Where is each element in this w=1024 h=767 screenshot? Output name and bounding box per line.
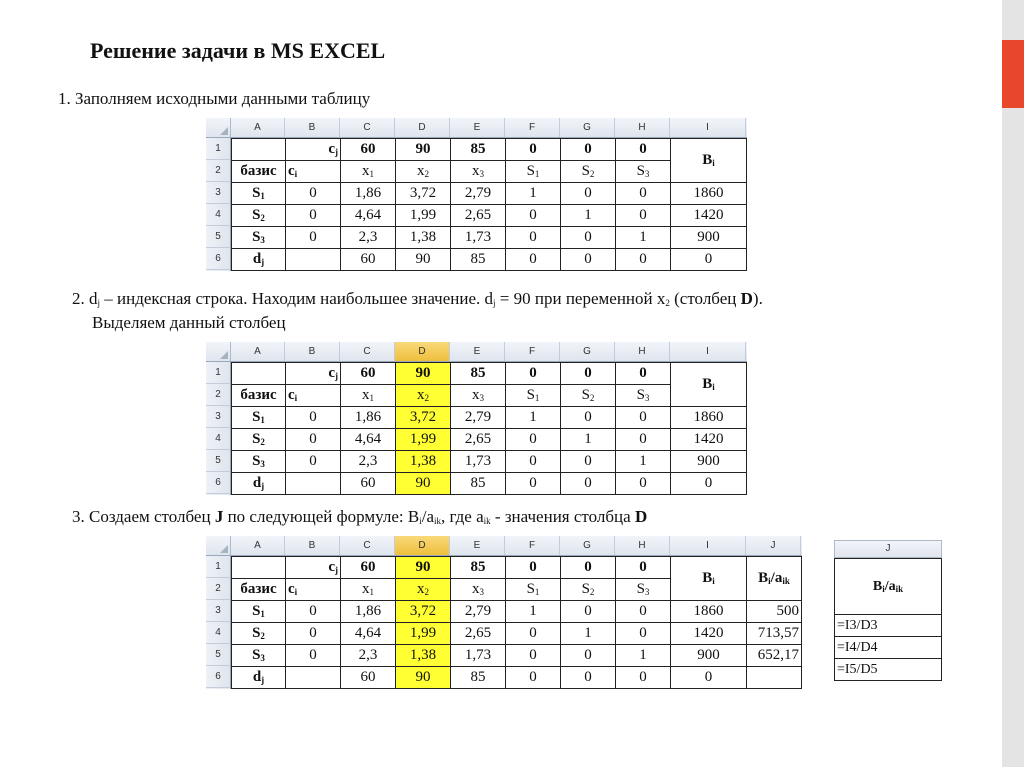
cj-value-cell[interactable]: 0 [561, 139, 616, 161]
value-cell[interactable]: 0 [616, 429, 671, 451]
column-header[interactable]: D [395, 536, 450, 555]
value-cell[interactable]: 2,65 [451, 623, 506, 645]
column-header[interactable]: C [340, 118, 395, 137]
value-cell[interactable]: 0 [506, 429, 561, 451]
cell[interactable] [286, 249, 341, 271]
page-title: Решение задачи в MS EXCEL [90, 38, 386, 63]
dj-value-cell[interactable]: 85 [451, 249, 506, 271]
column-header[interactable]: I [670, 118, 746, 137]
step-2-line2: Выделяем данный столбец [92, 313, 286, 332]
column-header[interactable]: H [615, 536, 670, 555]
variable-header-cell[interactable]: $S_1$ [506, 385, 561, 407]
dj-value-cell[interactable]: 0 [616, 249, 671, 271]
ci-cell[interactable]: 0 [286, 429, 341, 451]
cell[interactable] [286, 667, 341, 689]
value-cell[interactable]: 1 [506, 601, 561, 623]
variable-header-cell[interactable]: $x_1$ [341, 161, 396, 183]
variable-header-cell[interactable]: $S_1$ [506, 161, 561, 183]
value-cell[interactable]: 1 [616, 645, 671, 667]
column-header[interactable]: C [340, 342, 395, 361]
dj-value-cell[interactable]: 0 [616, 667, 671, 689]
column-header[interactable]: H [615, 342, 670, 361]
dj-label-cell[interactable]: $d_j$ [232, 249, 286, 271]
row-header[interactable]: 1 [206, 138, 230, 160]
cell[interactable] [232, 139, 286, 161]
column-header[interactable]: B [285, 536, 340, 555]
bi-header-cell[interactable]: $B_i$ [671, 557, 747, 601]
row-header[interactable]: 6 [206, 472, 230, 494]
cj-value-cell[interactable]: 0 [506, 139, 561, 161]
dj-value-cell[interactable]: 90 [396, 667, 451, 689]
variable-header-cell[interactable]: $S_2$ [561, 579, 616, 601]
value-cell[interactable]: 2,79 [451, 601, 506, 623]
dj-value-cell[interactable]: 60 [341, 473, 396, 495]
cj-value-cell[interactable]: 0 [506, 557, 561, 579]
value-cell[interactable]: 900 [671, 227, 747, 249]
column-header[interactable]: E [450, 342, 505, 361]
row-header[interactable]: 4 [206, 428, 230, 450]
cj-value-cell[interactable]: 90 [396, 557, 451, 579]
cell[interactable] [286, 473, 341, 495]
value-cell[interactable]: 1 [616, 227, 671, 249]
value-cell[interactable]: 0 [616, 205, 671, 227]
variable-header-cell[interactable]: $x_2$ [396, 385, 451, 407]
cj-value-cell[interactable]: 60 [341, 363, 396, 385]
value-cell[interactable]: 1,99 [396, 205, 451, 227]
ci-cell[interactable]: 0 [286, 205, 341, 227]
cell[interactable] [232, 363, 286, 385]
variable-header-cell[interactable]: $x_1$ [341, 385, 396, 407]
column-header[interactable]: E [450, 536, 505, 555]
value-cell[interactable]: 1420 [671, 205, 747, 227]
value-cell[interactable]: 1,73 [451, 227, 506, 249]
value-cell[interactable]: 1860 [671, 407, 747, 429]
value-cell[interactable]: 1 [561, 205, 616, 227]
row-header[interactable]: 5 [206, 644, 230, 666]
value-cell[interactable]: 2,65 [451, 205, 506, 227]
step-2-text: 2. $d_j$ – индексная строка. Находим наибольшее значение. $d_j = 90$ при переменной $x_2$ (столбец D). [72, 289, 763, 308]
ci-cell[interactable]: 0 [286, 645, 341, 667]
value-cell[interactable]: 1860 [671, 183, 747, 205]
value-cell[interactable]: 1,99 [396, 623, 451, 645]
value-cell[interactable]: 0 [506, 451, 561, 473]
value-cell[interactable]: 1860 [671, 601, 747, 623]
value-cell[interactable]: 1 [506, 407, 561, 429]
basis-cell[interactable]: $S_2$ [232, 623, 286, 645]
accent-red-block [1002, 40, 1024, 108]
cj-label-cell[interactable]: $c_j$ [286, 557, 341, 579]
value-cell[interactable]: 1 [506, 183, 561, 205]
bi-header-cell[interactable]: $B_i$ [671, 363, 747, 407]
formula-header-cell[interactable]: $B_i/a_{ik}$ [835, 559, 942, 615]
j-header-cell[interactable]: $B_i/a_{ik}$ [747, 557, 802, 601]
dj-label-cell[interactable]: $d_j$ [232, 473, 286, 495]
ci-header-cell[interactable]: $c_i$ [286, 579, 341, 601]
formula-column-header[interactable]: J [834, 540, 942, 558]
cj-value-cell[interactable]: 85 [451, 363, 506, 385]
select-all-corner[interactable] [206, 118, 231, 137]
dj-value-cell[interactable]: 0 [561, 473, 616, 495]
dj-value-cell[interactable]: 90 [396, 473, 451, 495]
column-header[interactable]: H [615, 118, 670, 137]
column-header[interactable]: F [505, 536, 560, 555]
value-cell[interactable]: 1420 [671, 429, 747, 451]
basis-cell[interactable]: $S_2$ [232, 205, 286, 227]
variable-header-cell[interactable]: $x_3$ [451, 579, 506, 601]
value-cell[interactable]: 1,86 [341, 601, 396, 623]
column-header[interactable]: A [231, 342, 285, 361]
value-cell[interactable]: 0 [561, 407, 616, 429]
variable-header-cell[interactable]: $S_3$ [616, 579, 671, 601]
ci-cell[interactable]: 0 [286, 227, 341, 249]
value-cell[interactable]: 4,64 [341, 623, 396, 645]
row-header[interactable]: 4 [206, 204, 230, 226]
variable-header-cell[interactable]: $x_2$ [396, 161, 451, 183]
cell[interactable] [232, 557, 286, 579]
dj-value-cell[interactable]: 0 [671, 667, 747, 689]
row-headers [206, 138, 231, 271]
value-cell[interactable]: 4,64 [341, 205, 396, 227]
variable-header-cell[interactable]: $x_1$ [341, 579, 396, 601]
value-cell[interactable]: 3,72 [396, 183, 451, 205]
value-cell[interactable]: 4,64 [341, 429, 396, 451]
ci-cell[interactable]: 0 [286, 623, 341, 645]
basis-cell[interactable]: $S_1$ [232, 183, 286, 205]
value-cell[interactable]: 2,3 [341, 227, 396, 249]
row-header[interactable]: 5 [206, 450, 230, 472]
cj-value-cell[interactable]: 90 [396, 139, 451, 161]
cell[interactable] [747, 667, 802, 689]
dj-value-cell[interactable]: 0 [506, 473, 561, 495]
value-cell[interactable]: 0 [561, 183, 616, 205]
value-cell[interactable]: 2,3 [341, 451, 396, 473]
basis-header-cell[interactable]: базис [232, 385, 286, 407]
value-cell[interactable]: 2,79 [451, 183, 506, 205]
formula-cell[interactable]: =I3/D3 [835, 615, 942, 637]
row-header[interactable]: 5 [206, 226, 230, 248]
row-header[interactable]: 2 [206, 578, 230, 600]
row-headers [206, 362, 231, 495]
cj-value-cell[interactable]: 0 [616, 139, 671, 161]
row-header[interactable]: 2 [206, 384, 230, 406]
column-header[interactable]: I [670, 342, 746, 361]
value-cell[interactable]: 0 [561, 227, 616, 249]
value-cell[interactable]: 0 [506, 623, 561, 645]
value-cell[interactable]: 0 [506, 227, 561, 249]
step-1-text: 1. Заполняем исходными данными таблицу [58, 89, 371, 108]
select-all-corner[interactable] [206, 536, 231, 555]
dj-value-cell[interactable]: 0 [561, 249, 616, 271]
cj-value-cell[interactable]: 0 [506, 363, 561, 385]
dj-value-cell[interactable]: 0 [506, 249, 561, 271]
ratio-cell[interactable]: 500 [747, 601, 802, 623]
formula-view [834, 540, 942, 681]
row-header[interactable]: 3 [206, 600, 230, 622]
value-cell[interactable]: 1,86 [341, 407, 396, 429]
ci-cell[interactable]: 0 [286, 407, 341, 429]
column-header[interactable]: G [560, 342, 615, 361]
value-cell[interactable]: 3,72 [396, 407, 451, 429]
column-header[interactable]: I [670, 536, 746, 555]
select-all-corner[interactable] [206, 342, 231, 361]
value-cell[interactable]: 0 [561, 451, 616, 473]
value-cell[interactable]: 0 [616, 601, 671, 623]
dj-value-cell[interactable]: 85 [451, 667, 506, 689]
ci-header-cell[interactable]: $c_i$ [286, 385, 341, 407]
variable-header-cell[interactable]: $x_3$ [451, 161, 506, 183]
column-header[interactable]: B [285, 342, 340, 361]
value-cell[interactable]: 900 [671, 451, 747, 473]
basis-cell[interactable]: $S_3$ [232, 227, 286, 249]
basis-cell[interactable]: $S_1$ [232, 601, 286, 623]
value-cell[interactable]: 1 [561, 623, 616, 645]
row-header[interactable]: 2 [206, 160, 230, 182]
variable-header-cell[interactable]: $x_3$ [451, 385, 506, 407]
row-header[interactable]: 6 [206, 248, 230, 270]
ci-header-cell[interactable]: $c_i$ [286, 161, 341, 183]
ci-cell[interactable]: 0 [286, 451, 341, 473]
column-header[interactable]: D [395, 342, 450, 361]
cj-value-cell[interactable]: 85 [451, 557, 506, 579]
column-headers [206, 536, 802, 556]
row-header[interactable]: 1 [206, 362, 230, 384]
dj-value-cell[interactable]: 0 [671, 249, 747, 271]
ratio-cell[interactable]: 713,57 [747, 623, 802, 645]
row-header[interactable]: 1 [206, 556, 230, 578]
cj-value-cell[interactable]: 0 [561, 557, 616, 579]
dj-value-cell[interactable]: 0 [671, 473, 747, 495]
value-cell[interactable]: 0 [616, 623, 671, 645]
cj-label-cell[interactable]: $c_j$ [286, 363, 341, 385]
variable-header-cell[interactable]: $S_2$ [561, 161, 616, 183]
column-header[interactable]: A [231, 536, 285, 555]
value-cell[interactable]: 1,38 [396, 645, 451, 667]
cj-value-cell[interactable]: 60 [341, 557, 396, 579]
column-header[interactable]: D [395, 118, 450, 137]
column-header[interactable]: F [505, 342, 560, 361]
dj-value-cell[interactable]: 90 [396, 249, 451, 271]
dj-value-cell[interactable]: 0 [616, 473, 671, 495]
data-table [231, 362, 747, 495]
ci-cell[interactable]: 0 [286, 601, 341, 623]
column-header[interactable]: A [231, 118, 285, 137]
value-cell[interactable]: 0 [506, 645, 561, 667]
basis-cell[interactable]: $S_3$ [232, 451, 286, 473]
column-header[interactable]: C [340, 536, 395, 555]
basis-header-cell[interactable]: базис [232, 579, 286, 601]
dj-label-cell[interactable]: $d_j$ [232, 667, 286, 689]
cj-value-cell[interactable]: 85 [451, 139, 506, 161]
variable-header-cell[interactable]: $S_2$ [561, 385, 616, 407]
column-header[interactable]: G [560, 536, 615, 555]
cj-value-cell[interactable]: 90 [396, 363, 451, 385]
row-headers [206, 556, 231, 689]
cj-value-cell[interactable]: 60 [341, 139, 396, 161]
cj-label-cell[interactable]: $c_j$ [286, 139, 341, 161]
dj-value-cell[interactable]: 85 [451, 473, 506, 495]
spreadsheet-3 [206, 536, 802, 689]
basis-cell[interactable]: $S_3$ [232, 645, 286, 667]
value-cell[interactable]: 0 [561, 601, 616, 623]
value-cell[interactable]: 1,38 [396, 227, 451, 249]
row-header[interactable]: 3 [206, 406, 230, 428]
value-cell[interactable]: 1,99 [396, 429, 451, 451]
column-headers [206, 342, 747, 362]
data-table [231, 138, 747, 271]
ci-cell[interactable]: 0 [286, 183, 341, 205]
ratio-cell[interactable]: 652,17 [747, 645, 802, 667]
value-cell[interactable]: 1 [616, 451, 671, 473]
basis-cell[interactable]: $S_1$ [232, 407, 286, 429]
variable-header-cell[interactable]: $x_2$ [396, 579, 451, 601]
value-cell[interactable]: 1,38 [396, 451, 451, 473]
dj-value-cell[interactable]: 0 [561, 667, 616, 689]
cj-value-cell[interactable]: 0 [616, 363, 671, 385]
value-cell[interactable]: 2,79 [451, 407, 506, 429]
variable-header-cell[interactable]: $S_3$ [616, 385, 671, 407]
value-cell[interactable]: 2,3 [341, 645, 396, 667]
value-cell[interactable]: 0 [616, 183, 671, 205]
basis-cell[interactable]: $S_2$ [232, 429, 286, 451]
cj-value-cell[interactable]: 0 [616, 557, 671, 579]
cj-value-cell[interactable]: 0 [561, 363, 616, 385]
value-cell[interactable]: 900 [671, 645, 747, 667]
spreadsheet-2 [206, 342, 747, 495]
dj-value-cell[interactable]: 60 [341, 249, 396, 271]
step-3-text: 3. Создаем столбец J по следующей формуле: $B_i/a_{ik}$, где $a_{ik}$ - значения столбца D [72, 507, 648, 526]
row-header[interactable]: 4 [206, 622, 230, 644]
value-cell[interactable]: 1420 [671, 623, 747, 645]
formula-cell[interactable]: =I4/D4 [835, 637, 942, 659]
value-cell[interactable]: 3,72 [396, 601, 451, 623]
column-header[interactable]: J [746, 536, 801, 555]
column-header[interactable]: F [505, 118, 560, 137]
row-header[interactable]: 3 [206, 182, 230, 204]
variable-header-cell[interactable]: $S_1$ [506, 579, 561, 601]
column-header[interactable]: G [560, 118, 615, 137]
accent-bar [1002, 0, 1024, 767]
value-cell[interactable]: 1 [561, 429, 616, 451]
data-table [231, 556, 802, 689]
bi-header-cell[interactable]: $B_i$ [671, 139, 747, 183]
dj-value-cell[interactable]: 60 [341, 667, 396, 689]
value-cell[interactable]: 0 [616, 407, 671, 429]
value-cell[interactable]: 1,73 [451, 451, 506, 473]
value-cell[interactable]: 0 [561, 645, 616, 667]
column-header[interactable]: E [450, 118, 505, 137]
value-cell[interactable]: 2,65 [451, 429, 506, 451]
value-cell[interactable]: 1,86 [341, 183, 396, 205]
value-cell[interactable]: 0 [506, 205, 561, 227]
formula-table [834, 558, 942, 681]
basis-header-cell[interactable]: базис [232, 161, 286, 183]
value-cell[interactable]: 1,73 [451, 645, 506, 667]
column-headers [206, 118, 747, 138]
spreadsheet-1 [206, 118, 747, 271]
column-header[interactable]: B [285, 118, 340, 137]
variable-header-cell[interactable]: $S_3$ [616, 161, 671, 183]
formula-cell[interactable]: =I5/D5 [835, 659, 942, 681]
dj-value-cell[interactable]: 0 [506, 667, 561, 689]
row-header[interactable]: 6 [206, 666, 230, 688]
